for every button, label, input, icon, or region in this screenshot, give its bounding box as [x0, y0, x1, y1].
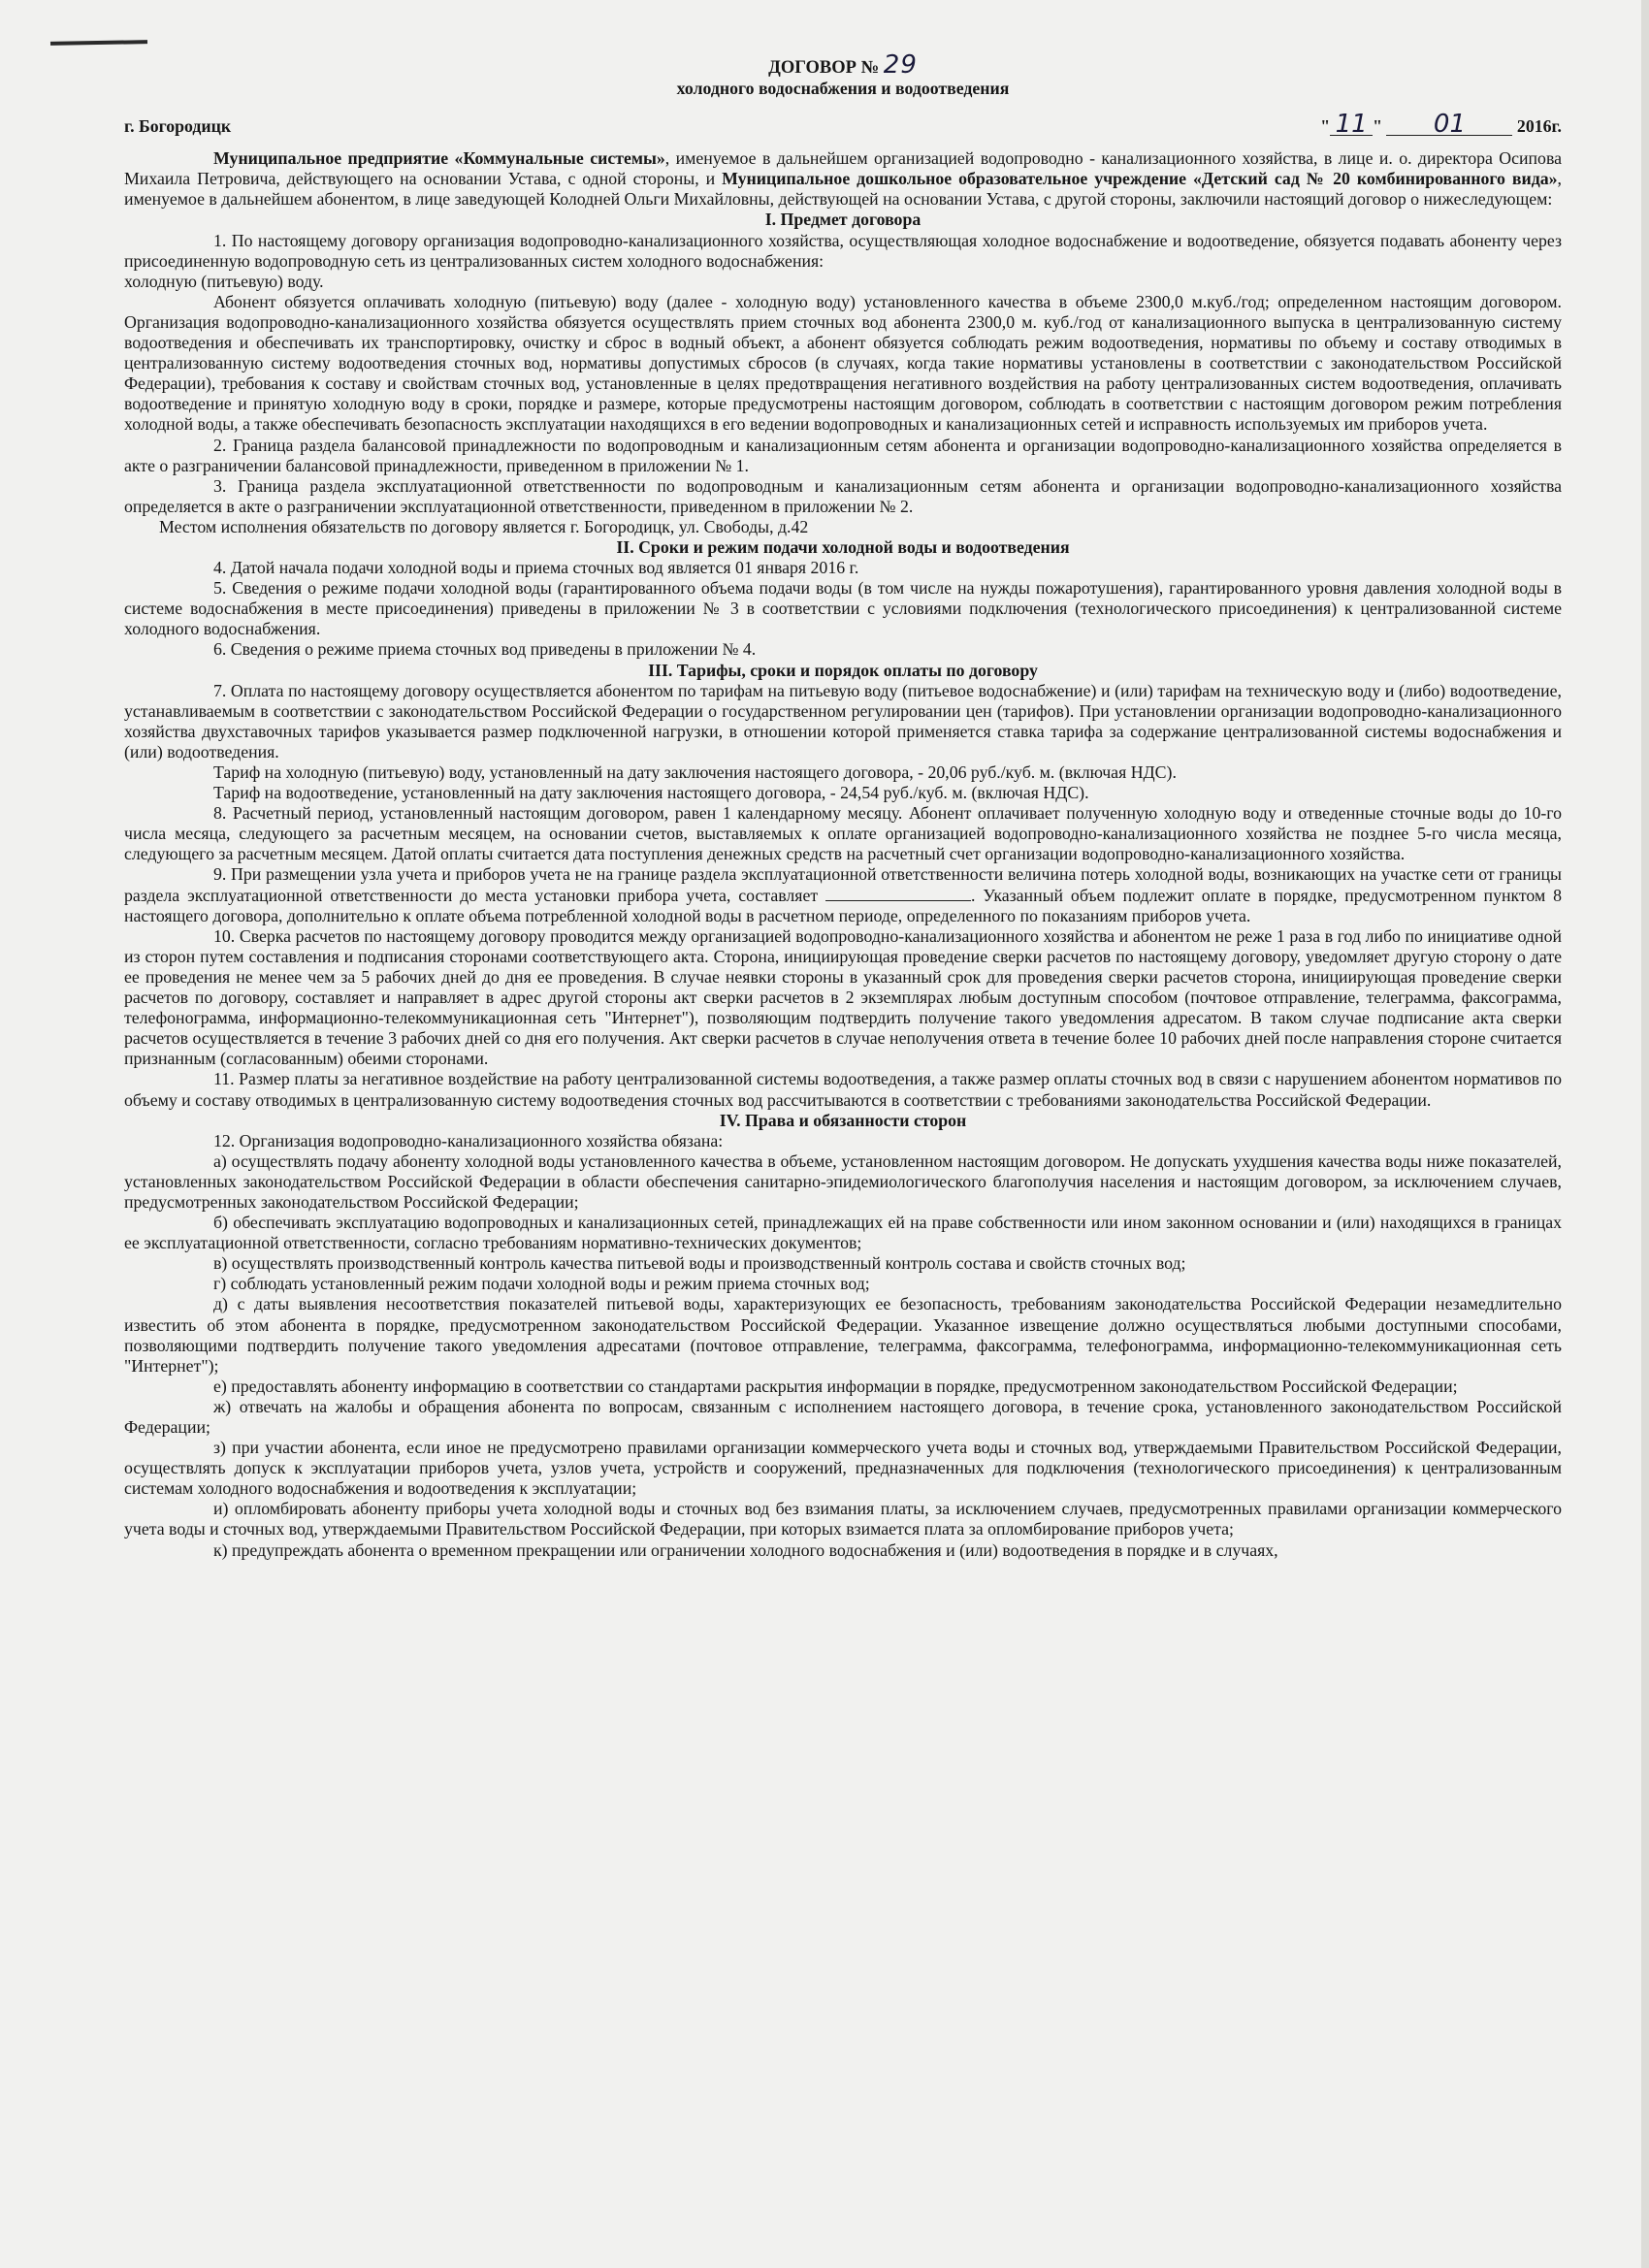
- clause-1-volume: Абонент обязуется оплачивать холодную (питьевую) воду (далее - холодную воду) установленного качества в объеме 2300,0 м.куб./год; определенном настоящим договором. Организация водопроводно-канализационного хозяйства обязуется осуществлять прием сточных вод абонента 2300,0 м. куб./год от канализационного выпуска в централизованную систему водоотведения и обеспечивать их транспортировку, очистку и сброс в водный объект, а абонент обязуется соблюдать режим водоотведения, нормативы по объему и составу отводимых в централизованную систему водоотведения сточных вод, нормативы допустимых сбросов (в случаях, когда такие нормативы установлены в соответствии с законодательством Российской Федерации), требования к составу и свойствам сточных вод, установленные в целях предотвращения негативного воздействия на работу централизованных систем водоотведения, оплачивать водоотведение и принятую холодную воду в сроки, порядке и размере, которые предусмотрены настоящим договором, соблюдать в соответствии с настоящим договором режим потребления холодной воды, а также обеспечивать безопасность эксплуатации находящихся в его ведении водопроводных и канализационных сетей и исправность используемых им приборов учета.: [124, 291, 1562, 435]
- clause-9-rest: . Указанный объем подлежит оплате в порядке, предусмотренном пунктом 8 настоящего договора, дополнительно к оплате объема потребленной холодной воды в расчетном периоде, определенного по показаниям приборов учета.: [124, 885, 1562, 925]
- date-month: 01: [1386, 114, 1512, 136]
- clause-12-g: г) соблюдать установленный режим подачи холодной воды и режим приема сточных вод;: [213, 1274, 870, 1294]
- loss-blank-line: [825, 887, 971, 901]
- title-prefix: ДОГОВОР №: [768, 58, 880, 78]
- scan-pen-mark: [50, 40, 147, 46]
- clause-5: 5. Сведения о режиме подачи холодной воды (гарантированного объема подачи воды (в том числе на нужды пожаротушения), гарантированного уровня давления холодной воды в системе водоснабжения в месте присоединения) приведены в приложении № 3 в соответствии с условиями подключения (технологического присоединения) к централизованной системе холодного водоснабжения.: [124, 578, 1562, 639]
- clause-4: 4. Датой начала подачи холодной воды и приема сточных вод является 01 января 2016 г.: [213, 558, 859, 578]
- date-day: 11: [1330, 114, 1373, 136]
- contract-number: 29: [883, 50, 918, 80]
- date-year: 2016г.: [1516, 116, 1562, 137]
- section-heading-4: IV. Права и обязанности сторон: [719, 1110, 967, 1130]
- clause-12-e: е) предоставлять абоненту информацию в соответствии со стандартами раскрытия информации в порядке, предусмотренном законодательством Российской Федерации;: [213, 1376, 1458, 1396]
- clause-12: 12. Организация водопроводно-канализационного хозяйства обязана:: [213, 1130, 724, 1150]
- clause-8: 8. Расчетный период, установленный настоящим договором, равен 1 календарному месяцу. Абонент оплачивает полученную холодную воду и отведенные сточные воды до 10-го числа месяца, следующего за расчетным месяцем, на основании счетов, выставляемых к оплате организацией водопроводно-канализационного хозяйства не позднее 5-го числа месяца, следующего за расчетным месяцем. Датой оплаты считается дата поступления денежных средств на расчетный счет организации водопроводно-канализационного хозяйства.: [124, 803, 1562, 864]
- date-mid-quote: ": [1373, 116, 1383, 137]
- date-open-quote: ": [1320, 116, 1331, 137]
- clause-12-d: д) с даты выявления несоответствия показателей питьевой воды, характеризующих ее безопасность, требованиям законодательства Российской Федерации незамедлительно известить об этом абонента в порядке, предусмотренном законодательством Российской Федерации. Указанное извещение должно осуществляться любыми доступными способами, позволяющими подтвердить получение такого уведомления адресатами (почтовое отправление, телеграмма, факсограмма, телефонограмма, информационно-телекоммуникационная сеть "Интернет");: [124, 1294, 1562, 1376]
- clause-3: 3. Граница раздела эксплуатационной ответственности по водопроводным и канализационным сетям абонента и организации водопроводно-канализационного хозяйства определяется в акте о разграничении эксплуатационной ответственности, приведенном в приложении № 2.: [124, 475, 1562, 516]
- tariff-sewage: Тариф на водоотведение, установленный на дату заключения настоящего договора, - 24,54 руб./куб. м. (включая НДС).: [213, 783, 1089, 803]
- intro-text-2: , именуемое в дальнейшем абонентом, в лице заведующей Колодней Ольги Михайловны, действующей на основании Устава, с другой стороны, заключили настоящий договор о нижеследующем:: [124, 169, 1562, 210]
- party-1: Муниципальное предприятие «Коммунальные системы»: [213, 148, 665, 169]
- contract-title: [124, 50, 1562, 80]
- clause-10: 10. Сверка расчетов по настоящему договору проводится между организацией водопроводно-канализационного хозяйства и абонентом не реже 1 раза в год либо по инициативе одной из сторон путем составления и подписания сторонами соответствующего акта. Сторона, инициирующая проведение сверки расчетов по настоящему договору, уведомляет другую сторону о дате ее проведения не менее чем за 5 рабочих дней до дня ее проведения. В случае неявки стороны в указанный срок для проведения сверки расчетов сторона, инициирующая проведение сверки расчетов по договору, составляет и направляет в адрес другой стороны акт сверки расчетов в 2 экземплярах любым доступным способом (почтовое отправление, телеграмма, факсограмма, телефонограмма, информационно-телекоммуникационная сеть "Интернет"), позволяющим подтвердить получение такого уведомления адресатом. В таком случае подписание акта сверки расчетов осуществляется в течение 3 рабочих дней со дня его получения. Акт сверки расчетов в случае неполучения ответа в течение более 10 рабочих дней после направления стороне считается признанным (согласованным) обеими сторонами.: [124, 925, 1562, 1069]
- clause-12-zh: ж) отвечать на жалобы и обращения абонента по вопросам, связанным с исполнением настоящего договора, в течение срока, установленного законодательством Российской Федерации;: [124, 1396, 1562, 1437]
- clause-12-a: а) осуществлять подачу абоненту холодной воды установленного качества в объеме, установленном настоящим договором. Не допускать ухудшения качества воды ниже показателей, установленных законодательством Российской Федерации в области обеспечения санитарно-эпидемиологического благополучия населения и настоящим договором, за исключением случаев, предусмотренных законодательством Российской Федерации;: [124, 1150, 1562, 1212]
- contract-subtitle: холодного водоснабжения и водоотведения: [676, 79, 1010, 98]
- clause-7: 7. Оплата по настоящему договору осуществляется абонентом по тарифам на питьевую воду (питьевое водоснабжение) и (или) тарифам на техническую воду и (либо) водоотведение, устанавливаемым в соответствии с законодательством Российской Федерации о государственном регулировании цен (тарифов). При установлении организации водопроводно-канализационного хозяйства двухставочных тарифов указывается размер подключенной нагрузки, в отношении которой применяется ставка тарифа за содержание централизованной системы водоснабжения и (или) водоотведения.: [124, 680, 1562, 761]
- clause-9: [124, 864, 1562, 925]
- clause-12-z: з) при участии абонента, если иное не предусмотрено правилами организации коммерческого учета воды и сточных вод, утверждаемыми Правительством Российской Федерации, осуществлять допуск к эксплуатации приборов учета, узлов учета, устройств и сооружений, предназначенных для подключения (технологического присоединения) к централизованным системам холодного водоснабжения и водоотведения к эксплуатации;: [124, 1438, 1562, 1499]
- clause-11: 11. Размер платы за негативное воздействие на работу централизованной системы водоотведения, а также размер оплаты сточных вод в связи с нарушением абонентом нормативов по объему и составу отводимых в централизованную систему водоотведения сточных вод рассчитываются в соответствии с требованиями законодательства Российской Федерации.: [124, 1069, 1562, 1110]
- intro-paragraph: [124, 148, 1562, 210]
- clause-12-b: б) обеспечивать эксплуатацию водопроводных и канализационных сетей, принадлежащих ей на праве собственности или ином законном основании и (или) находящихся в границах ее эксплуатационной ответственности, согласно требованиям нормативно-технических документов;: [124, 1213, 1562, 1253]
- section-heading-3: III. Тарифы, сроки и порядок оплаты по договору: [648, 660, 1038, 680]
- city-date-row: [124, 110, 1562, 140]
- party-2: Муниципальное дошкольное образовательное учреждение «Детский сад № 20 комбинированного вида»: [722, 169, 1558, 189]
- clause-12-k: к) предупреждать абонента о временном прекращении или ограничении холодного водоснабжения и (или) водоотведения в порядке и в случаях,: [213, 1539, 1278, 1560]
- contract-date: [1320, 110, 1562, 140]
- intro-text-1: , именуемое в дальнейшем организацией водопроводно - канализационного хозяйства, в лице и. о. директора Осипова Михаила Петровича, действующего на основании Устава, с одной стороны, и: [124, 148, 1562, 189]
- clause-place: Местом исполнения обязательств по договору является г. Богородицк, ул. Свободы, д.42: [159, 516, 809, 536]
- clause-2: 2. Граница раздела балансовой принадлежности по водопроводным и канализационным сетям абонента и организации водопроводно-канализационного хозяйства определяется в акте о разграничении балансовой принадлежности, приведенном в приложении № 1.: [124, 435, 1562, 475]
- section-heading-1: I. Предмет договора: [764, 210, 922, 230]
- section-heading-2: II. Сроки и режим подачи холодной воды и водоотведения: [616, 536, 1070, 557]
- clause-1: 1. По настоящему договору организация водопроводно-канализационного хозяйства, осуществляющая холодное водоснабжение и водоотведение, обязуется подавать абоненту через присоединенную водопроводную сеть из централизованных систем холодного водоснабжения:: [124, 230, 1562, 271]
- clause-9-text: 9. При размещении узла учета и приборов учета не на границе раздела эксплуатационной ответственности величина потерь холодной воды, возникающих на участке сети от границы раздела эксплуатационной ответственности до места установки прибора учета, составляет: [124, 864, 1562, 905]
- tariff-water: Тариф на холодную (питьевую) воду, установленный на дату заключения настоящего договора, - 20,06 руб./куб. м. (включая НДС).: [213, 762, 1177, 782]
- city: г. Богородицк: [124, 116, 232, 137]
- page-edge: [1641, 0, 1649, 2268]
- clause-12-i: и) опломбировать абоненту приборы учета холодной воды и сточных вод без взимания платы, за исключением случаев, предусмотренных правилами организации коммерческого учета воды и сточных вод, утверждаемыми Правительством Российской Федерации, при которых взимается плата за опломбирование приборов учета;: [124, 1499, 1562, 1539]
- clause-6: 6. Сведения о режиме приема сточных вод приведены в приложении № 4.: [213, 639, 757, 660]
- clause-1-water: холодную (питьевую) воду.: [124, 271, 324, 291]
- clause-12-v: в) осуществлять производственный контроль качества питьевой воды и производственный контроль состава и свойств сточных вод;: [213, 1253, 1186, 1274]
- contract-page: [124, 50, 1562, 1561]
